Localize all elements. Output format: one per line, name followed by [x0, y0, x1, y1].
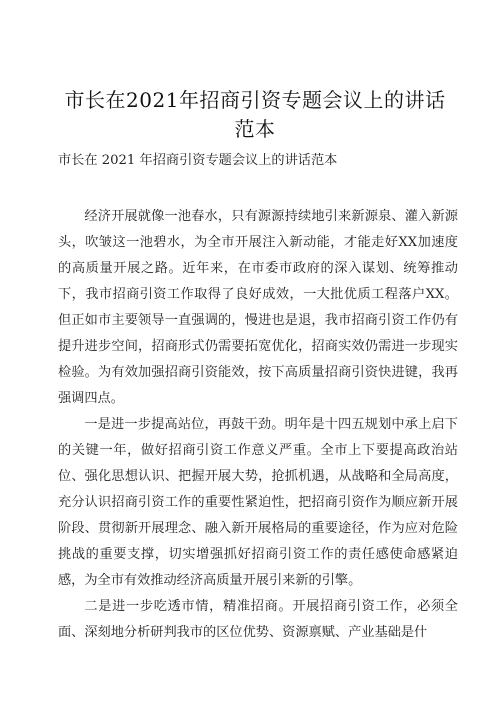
document-body: [58, 204, 458, 646]
paragraph-point-one: 一是进一步提高站位，再鼓干劲。明年是十四五规划中承上启下的关键一年，做好招商引资工作意义严重。全市上下要提高政治站位、强化思想认识、把握开展大势，抢抓机遇，从战略和全局高度，充分认识招商引资工作的重要性紧迫性，把招商引资作为顺应新开展阶段、贯彻新开展理念、融入新开展格局的重要途径，作为应对危险挑战的重要支撑，切实增强抓好招商引资工作的责任感使命感紧迫感，为全市有效推动经济高质量开展引来新的引擎。: [58, 417, 458, 588]
document-subtitle: 市长在 2021 年招商引资专题会议上的讲话范本: [58, 153, 338, 168]
document-title: 市长在2021年招商引资专题会议上的讲话范本: [64, 88, 446, 141]
paragraph-point-two: 二是进一步吃透市情，精准招商。开展招商引资工作，必须全面、深刻地分析研判我市的区位优势、资源禀赋、产业基础是什: [58, 599, 458, 640]
paragraph-intro: 经济开展就像一池春水，只有源源持续地引来新源泉、灌入新源头，吹皱这一池碧水，为全市开展注入新动能，才能走好XX加速度的高质量开展之路。近年来，在市委市政府的深入谋划、统筹推动下，我市招商引资工作取得了良好成效，一大批优质工程落户XX。但正如市主要领导一直强调的，慢进也是退，我市招商引资工作仍有提升进步空间，招商形式仍需要拓宽优化，招商实效仍需进一步现实检验。为有效加强招商引资能效，按下高质量招商引资快进键，我再强调四点。: [58, 209, 458, 406]
